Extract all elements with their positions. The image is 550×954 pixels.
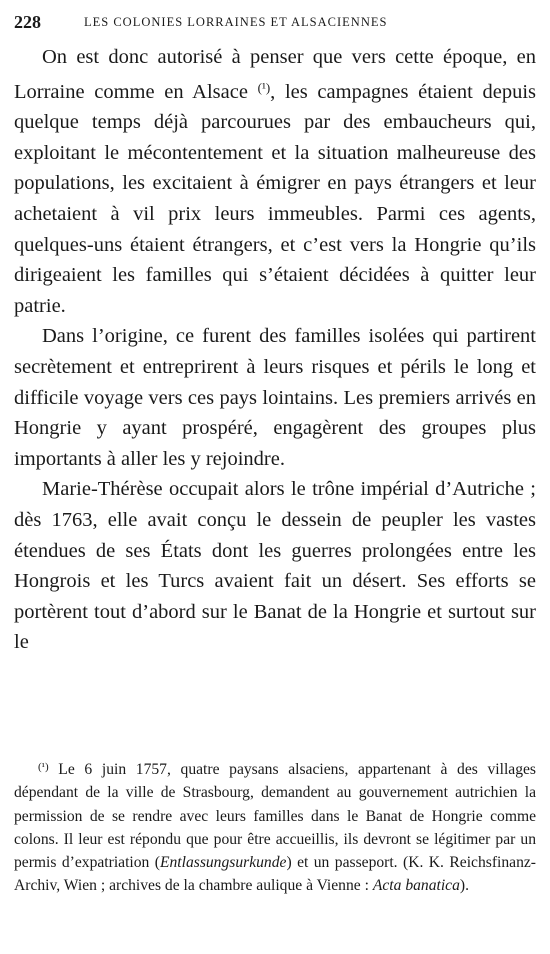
paragraph-3: Marie-Thérèse occupait alors le trône impérial d’Autriche ; dès 1763, elle avait conçu le dessein de peupler les vastes étendues de ses États dont les guerres prolongées entre les Hongrois et les Turcs avaient fait un désert. Ses efforts se portèrent tout d’abord sur le Banat de la Hongrie et surtout sur le <box>14 478 536 654</box>
page-number: 228 <box>14 12 41 32</box>
paragraph-2: Dans l’origine, ce furent des familles isolées qui partirent secrètement et entreprirent à leurs risques et périls le long et difficile voyage vers ces pays lointains. Les premiers arrivés en Hongrie y ayant prospéré, engagèrent des groupes plus importants à aller les y rejoindre. <box>14 325 536 470</box>
footnote-1 <box>14 756 536 898</box>
footnote-1-mark: (¹) <box>38 761 49 773</box>
paragraph-1-text-end: , les campagnes étaient depuis quelque temps déjà parcourues par des embaucheurs qui, exploitant le mécontentement et la situation malheureuse des populations, les excitaient à émigrer en pays étrangers et leur achetaient à vil prix leurs immeubles. Parmi ces agents, quelques-uns étaient étrangers, et c’est vers la Hongrie qu’ils dirigeaient les familles qui s’étaient décidées à quitter leur patrie. <box>14 80 536 317</box>
paragraph-1 <box>14 42 536 321</box>
footnote-1-italic-source: Acta banatica <box>372 877 460 895</box>
footnote-1-text-c: ). <box>459 877 469 895</box>
main-text <box>14 42 536 658</box>
footnote-1-text-a: Le 6 juin 1757, quatre paysans alsaciens, appartenant à des villages dépendant de la ville de Strasbourg, demandent au gouvernement autrichien la permission de se rendre avec leurs familles dans le Banat de Hongrie comme colons. Il leur est répondu que pour être accueillis, ils devront se légitimer par un permis d’expatriation ( <box>14 761 536 872</box>
footnote-reference-1: (¹) <box>257 79 271 95</box>
paragraph-1-text-start: On est donc autorisé à penser que vers cette époque, en Lorraine comme en Alsace <box>14 46 536 103</box>
footnote-1-italic-term: Entlassungsurkunde <box>159 854 287 872</box>
footnote-1-text-b: ) et un passeport. (K. K. Reichsfinanz-Archiv, Wien ; archives de la chambre aulique à Vienne : <box>14 854 536 895</box>
running-head: LES COLONIES LORRAINES ET ALSACIENNES <box>84 15 388 29</box>
page-header <box>14 12 536 34</box>
footnotes <box>14 756 536 898</box>
